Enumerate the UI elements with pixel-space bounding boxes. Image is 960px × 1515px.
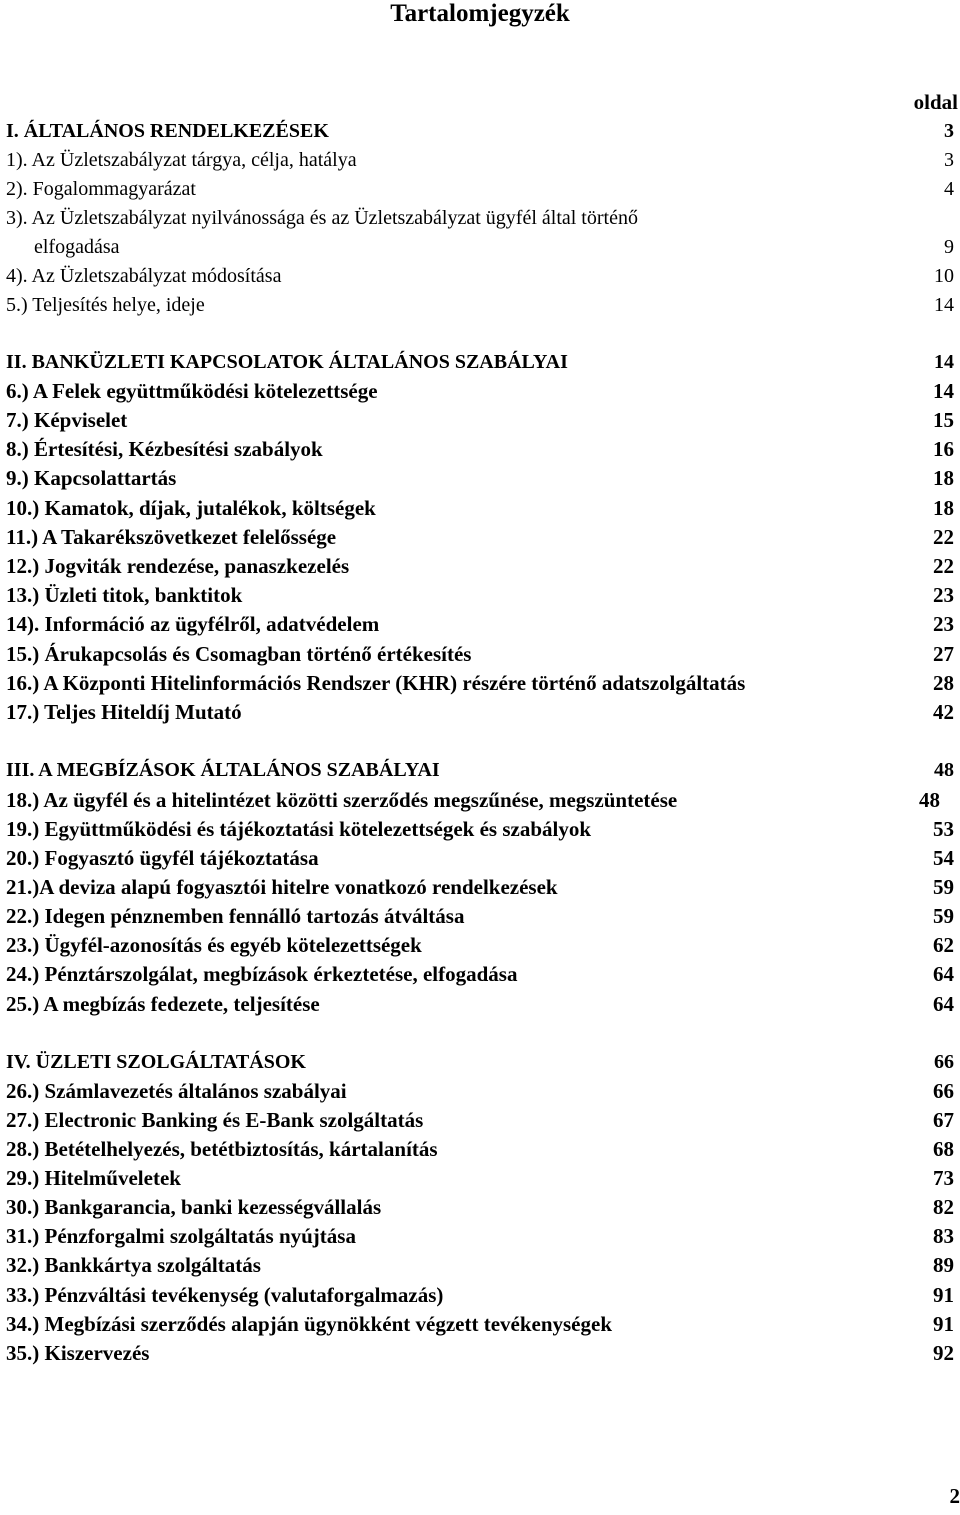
toc-entry-page: 15 [933, 408, 954, 432]
toc-entry-title: 23.) Ügyfél-azonosítás és egyéb kötelezettségek [6, 933, 422, 957]
toc-entry-title: I. ÁLTALÁNOS RENDELKEZÉSEK [6, 120, 329, 142]
toc-entry-page: 91 [933, 1312, 954, 1336]
toc-entry [6, 1281, 954, 1310]
toc-entry-page: 27 [933, 642, 954, 666]
toc-entry-page: 67 [933, 1108, 954, 1132]
toc-entry [6, 406, 954, 435]
toc-entry-title: 27.) Electronic Banking és E-Bank szolgáltatás [6, 1108, 424, 1132]
toc-entry-title: 12.) Jogviták rendezése, panaszkezelés [6, 554, 350, 578]
toc-entry-title: 11.) A Takarékszövetkezet felelőssége [6, 525, 337, 549]
page-title: Tartalomjegyzék [390, 0, 570, 27]
toc-entry [6, 1251, 954, 1280]
toc-entry-title: 13.) Üzleti titok, banktitok [6, 583, 243, 607]
toc-entry-title: IV. ÜZLETI SZOLGÁLTATÁSOK [6, 1051, 306, 1073]
toc-entry [6, 1048, 954, 1077]
toc-entry [6, 146, 954, 175]
toc-entry [6, 902, 954, 931]
toc-entry-title: 19.) Együttműködési és tájékoztatási kötelezettségek és szabályok [6, 817, 592, 841]
toc-entry [6, 1077, 954, 1106]
toc-entry-page: 92 [933, 1341, 954, 1365]
toc-entry-title: 26.) Számlavezetés általános szabályai [6, 1079, 347, 1103]
toc-entry [6, 931, 954, 960]
toc-entry [6, 523, 954, 552]
toc-entry-page: 22 [933, 525, 954, 549]
toc-entry-page: 10 [934, 265, 954, 287]
toc-entry [6, 756, 954, 785]
toc-entry-title: 35.) Kiszervezés [6, 1341, 150, 1365]
toc-entry-title: 32.) Bankkártya szolgáltatás [6, 1253, 261, 1277]
toc-entry-page: 16 [933, 437, 954, 461]
toc-entry [6, 1222, 954, 1251]
toc-entry-page: 14 [934, 294, 954, 316]
toc-entry-page: 82 [933, 1195, 954, 1219]
toc-entry-page: 59 [933, 904, 954, 928]
toc-entry [6, 291, 954, 320]
toc-entry-page: 89 [933, 1253, 954, 1277]
toc-entry-page: 64 [933, 992, 954, 1016]
toc-entry-title: 24.) Pénztárszolgálat, megbízások érkeztetése, elfogadása [6, 962, 518, 986]
toc-entry [6, 1339, 954, 1368]
toc-entry [6, 669, 954, 698]
toc-entry-page: 66 [933, 1079, 954, 1103]
toc-entry [6, 494, 954, 523]
toc-entry-page: 22 [933, 554, 954, 578]
toc-entry [6, 204, 954, 233]
toc-entry-title: III. A MEGBÍZÁSOK ÁLTALÁNOS SZABÁLYAI [6, 759, 440, 781]
toc-entry-page: 68 [933, 1137, 954, 1161]
toc-entry-page: 91 [933, 1283, 954, 1307]
toc-entry [6, 990, 954, 1019]
toc-entry [6, 1193, 954, 1222]
toc-entry [6, 377, 954, 406]
toc-entry-page: 66 [934, 1051, 954, 1073]
toc-entry-title: 29.) Hitelműveletek [6, 1166, 181, 1190]
toc-entry-page: 9 [944, 236, 954, 258]
toc-entry-title: 1). Az Üzletszabályzat tárgya, célja, hatálya [6, 149, 357, 171]
toc-entry-title: 17.) Teljes Hiteldíj Mutató [6, 700, 242, 724]
toc-entry-page: 28 [933, 671, 954, 695]
toc-entry-page: 53 [933, 817, 954, 841]
toc-entry [6, 698, 954, 727]
page-column-header: oldal [913, 90, 958, 114]
toc-entry-title: 22.) Idegen pénznemben fennálló tartozás átváltása [6, 904, 465, 928]
toc-entry [6, 233, 954, 262]
toc-entry [6, 1135, 954, 1164]
toc-entry-page: 3 [944, 120, 954, 142]
toc-entry [6, 610, 954, 639]
toc-entry-title: 9.) Kapcsolattartás [6, 466, 177, 490]
toc-entry [6, 1310, 954, 1339]
toc-entry-title: 3). Az Üzletszabályzat nyilvánossága és az Üzletszabályzat ügyfél által történő [6, 207, 638, 229]
toc-entry-title: 2). Fogalommagyarázat [6, 178, 196, 200]
toc-entry-title: 14). Információ az ügyfélről, adatvédelem [6, 612, 380, 636]
toc-entry-title: 5.) Teljesítés helye, ideje [6, 294, 205, 316]
toc-entry-page: 18 [933, 496, 954, 520]
toc-entry [6, 262, 954, 291]
toc-entry-title: 20.) Fogyasztó ügyfél tájékoztatása [6, 846, 319, 870]
toc-entry-page: 48 [934, 759, 954, 781]
toc-entry-title: 16.) A Központi Hitelinformációs Rendszer (KHR) részére történő adatszolgáltatás [6, 671, 746, 695]
toc-entry-title: 7.) Képviselet [6, 408, 128, 432]
toc-entry-page: 23 [933, 583, 954, 607]
page-number: 2 [949, 1484, 960, 1508]
toc-entry-page: 62 [933, 933, 954, 957]
toc-entry [6, 435, 954, 464]
toc-entry-title: 8.) Értesítési, Kézbesítési szabályok [6, 437, 323, 461]
toc-entry-page: 73 [933, 1166, 954, 1190]
toc-entry-page: 59 [933, 875, 954, 899]
toc-entry-title: 21.)A deviza alapú fogyasztói hitelre vonatkozó rendelkezések [6, 875, 558, 899]
toc-entry-title: 18.) Az ügyfél és a hitelintézet közötti szerződés megszűnése, megszüntetése [6, 788, 678, 812]
toc-entry [6, 175, 954, 204]
toc-entry-page: 23 [933, 612, 954, 636]
toc-entry-title: 15.) Árukapcsolás és Csomagban történő értékesítés [6, 642, 472, 666]
toc-entry [6, 348, 954, 377]
toc-entry-title: 4). Az Üzletszabályzat módosítása [6, 265, 282, 287]
toc-entry-title: 25.) A megbízás fedezete, teljesítése [6, 992, 320, 1016]
toc-entry-page: 14 [934, 351, 954, 373]
toc-entry-page: 14 [933, 379, 954, 403]
toc-entry-title: 33.) Pénzváltási tevékenység (valutaforgalmazás) [6, 1283, 444, 1307]
toc-entry-page: 4 [944, 178, 954, 200]
toc-entry [6, 1106, 954, 1135]
toc-entry-page: 42 [933, 700, 954, 724]
toc-entry-title: 34.) Megbízási szerződés alapján ügynökként végzett tevékenységek [6, 1312, 613, 1336]
toc-entry [6, 844, 954, 873]
toc-entry-title: 28.) Betételhelyezés, betétbiztosítás, kártalanítás [6, 1137, 438, 1161]
toc-entry-title: 10.) Kamatok, díjak, jutalékok, költségek [6, 496, 376, 520]
toc-entry-page: 64 [933, 962, 954, 986]
toc-entry-title: 30.) Bankgarancia, banki kezességvállalás [6, 1195, 382, 1219]
toc-entry [6, 117, 954, 146]
toc-entry-title: 31.) Pénzforgalmi szolgáltatás nyújtása [6, 1224, 356, 1248]
toc-entry-title: II. BANKÜZLETI KAPCSOLATOK ÁLTALÁNOS SZABÁLYAI [6, 351, 568, 373]
toc-entry [6, 581, 954, 610]
toc-entry [6, 786, 954, 815]
toc-entry [6, 1164, 954, 1193]
toc-entry [6, 815, 954, 844]
toc-entry-page: 83 [933, 1224, 954, 1248]
toc-entry-title: 6.) A Felek együttműködési kötelezettsége [6, 379, 378, 403]
toc-entry-title: elfogadása [34, 236, 120, 258]
toc-entry [6, 960, 954, 989]
toc-entry [6, 552, 954, 581]
toc-entry-page: 3 [944, 149, 954, 171]
toc-entry [6, 640, 954, 669]
toc-entry [6, 873, 954, 902]
toc-entry-page: 18 [933, 466, 954, 490]
toc-entry [6, 464, 954, 493]
toc-entry-page: 54 [933, 846, 954, 870]
toc-entry-page: 48 [919, 788, 940, 812]
